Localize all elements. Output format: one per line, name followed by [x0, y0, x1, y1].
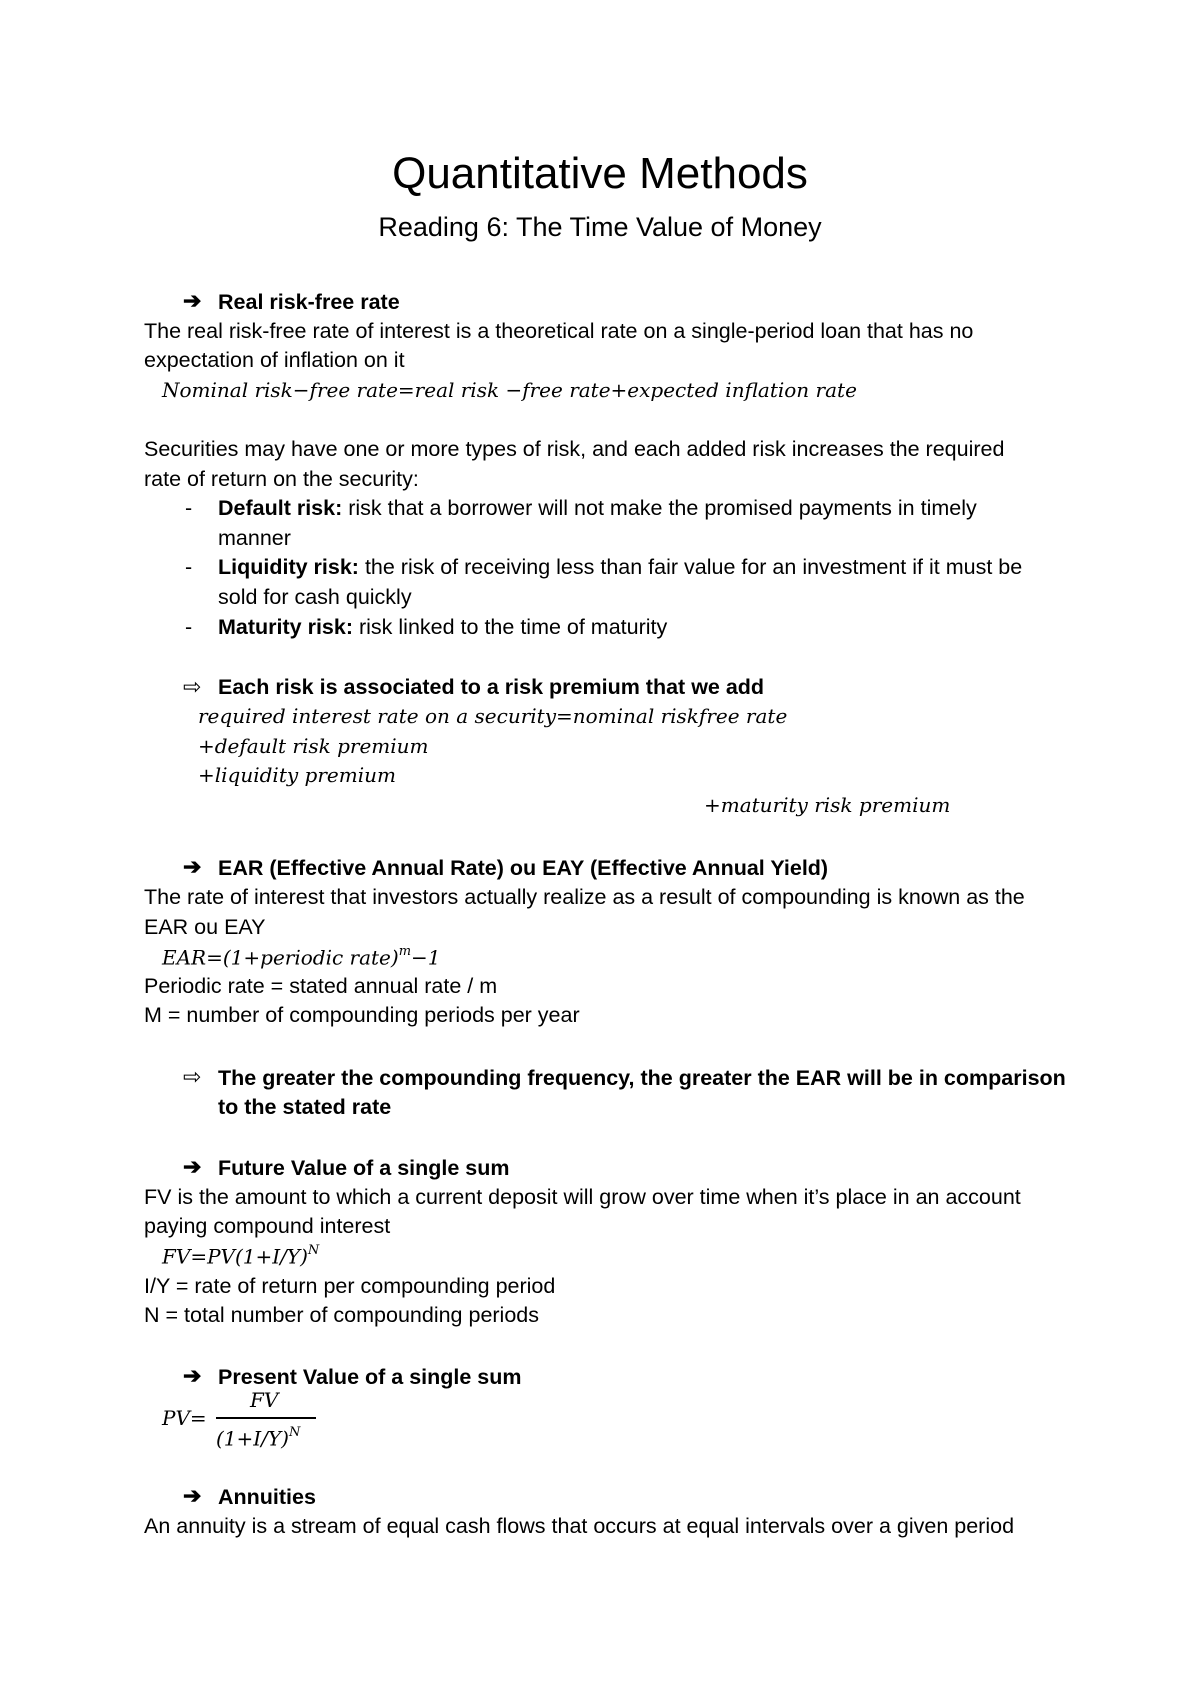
- formula-fv-body: FV=PV(1+I/Y): [162, 1244, 308, 1269]
- paragraph-line: An annuity is a stream of equal cash flows that occurs at equal intervals over a given period: [144, 1514, 1015, 1538]
- formula-pv-denominator: [216, 1425, 301, 1451]
- formula-pv-denominator-body: (1+I/Y): [216, 1426, 289, 1451]
- note-compounding: The greater the compounding frequency, the greater the EAR will be in comparison: [218, 1066, 1066, 1090]
- solid-arrow-icon: ➔: [183, 1483, 202, 1508]
- formula-pv-denominator-exponent: N: [288, 1425, 301, 1440]
- paragraph-line: The rate of interest that investors actually realize as a result of compounding is known as the: [144, 885, 1025, 909]
- solid-arrow-icon: ➔: [183, 288, 202, 313]
- definition-line: Periodic rate = stated annual rate / m: [144, 974, 498, 998]
- formula-fv-exponent: N: [307, 1243, 320, 1258]
- page-title: Quantitative Methods: [392, 149, 808, 198]
- formula-pv-lhs: PV=: [162, 1406, 207, 1430]
- term-description: the risk of receiving less than fair value for an investment if it must be: [358, 555, 1023, 579]
- solid-arrow-icon: ➔: [183, 1363, 202, 1388]
- formula-ear-rhs: −1: [411, 945, 441, 970]
- term-description: risk linked to the time of maturity: [353, 615, 668, 639]
- section-heading-future-value: Future Value of a single sum: [218, 1156, 510, 1180]
- definition-line: I/Y = rate of return per compounding period: [144, 1274, 556, 1298]
- formula-required-rate: +maturity risk premium: [704, 793, 951, 817]
- list-item-default-risk: [218, 498, 977, 520]
- section-heading-ear: EAR (Effective Annual Rate) ou EAY (Effective Annual Yield): [218, 856, 829, 880]
- paragraph-line: rate of return on the security:: [144, 467, 419, 491]
- formula-ear-lhs: EAR=(1+periodic rate): [162, 945, 399, 970]
- list-dash: -: [185, 555, 193, 579]
- definition-line: N = total number of compounding periods: [144, 1303, 539, 1327]
- outline-arrow-icon: ⇨: [183, 1064, 202, 1089]
- formula-required-rate: required interest rate on a security=nominal riskfree rate: [198, 704, 788, 728]
- term-default-risk: Default risk:: [218, 496, 343, 520]
- term-liquidity-risk: Liquidity risk:: [218, 555, 359, 579]
- page-subtitle: Reading 6: The Time Value of Money: [378, 212, 822, 242]
- formula-ear-exponent: m: [398, 944, 412, 959]
- section-heading-real-risk-free: Real risk-free rate: [218, 290, 400, 314]
- formula-ear: [162, 944, 441, 970]
- list-item-continuation: manner: [218, 526, 291, 550]
- term-description: risk that a borrower will not make the promised payments in timely: [342, 496, 977, 520]
- solid-arrow-icon: ➔: [183, 854, 202, 879]
- formula-required-rate: +default risk premium: [198, 734, 429, 758]
- section-heading-present-value: Present Value of a single sum: [218, 1365, 522, 1389]
- fraction-bar: [216, 1417, 316, 1419]
- definition-line: M = number of compounding periods per year: [144, 1003, 580, 1027]
- paragraph-line: The real risk-free rate of interest is a theoretical rate on a single-period loan that has no: [144, 319, 974, 343]
- formula-nominal-rate: Nominal risk−free rate=real risk −free rate+expected inflation rate: [162, 378, 857, 402]
- list-dash: -: [185, 496, 193, 520]
- formula-fv: [162, 1243, 320, 1269]
- section-heading-annuities: Annuities: [218, 1485, 316, 1509]
- solid-arrow-icon: ➔: [183, 1154, 202, 1179]
- formula-pv-numerator: FV: [250, 1388, 279, 1412]
- paragraph-line: FV is the amount to which a current deposit will grow over time when it’s place in an account: [144, 1185, 1021, 1209]
- list-dash: -: [185, 615, 193, 639]
- list-item-maturity-risk: [218, 617, 667, 639]
- formula-required-rate: +liquidity premium: [198, 763, 396, 787]
- outline-arrow-icon: ⇨: [183, 674, 202, 699]
- note-compounding-cont: to the stated rate: [218, 1095, 392, 1119]
- paragraph-line: EAR ou EAY: [144, 915, 266, 939]
- term-maturity-risk: Maturity risk:: [218, 615, 354, 639]
- list-item-liquidity-risk: [218, 557, 1022, 579]
- paragraph-line: Securities may have one or more types of risk, and each added risk increases the required: [144, 437, 1005, 461]
- list-item-continuation: sold for cash quickly: [218, 585, 412, 609]
- note-risk-premium: Each risk is associated to a risk premium that we add: [218, 675, 765, 699]
- paragraph-line: paying compound interest: [144, 1214, 391, 1238]
- paragraph-line: expectation of inflation on it: [144, 348, 405, 372]
